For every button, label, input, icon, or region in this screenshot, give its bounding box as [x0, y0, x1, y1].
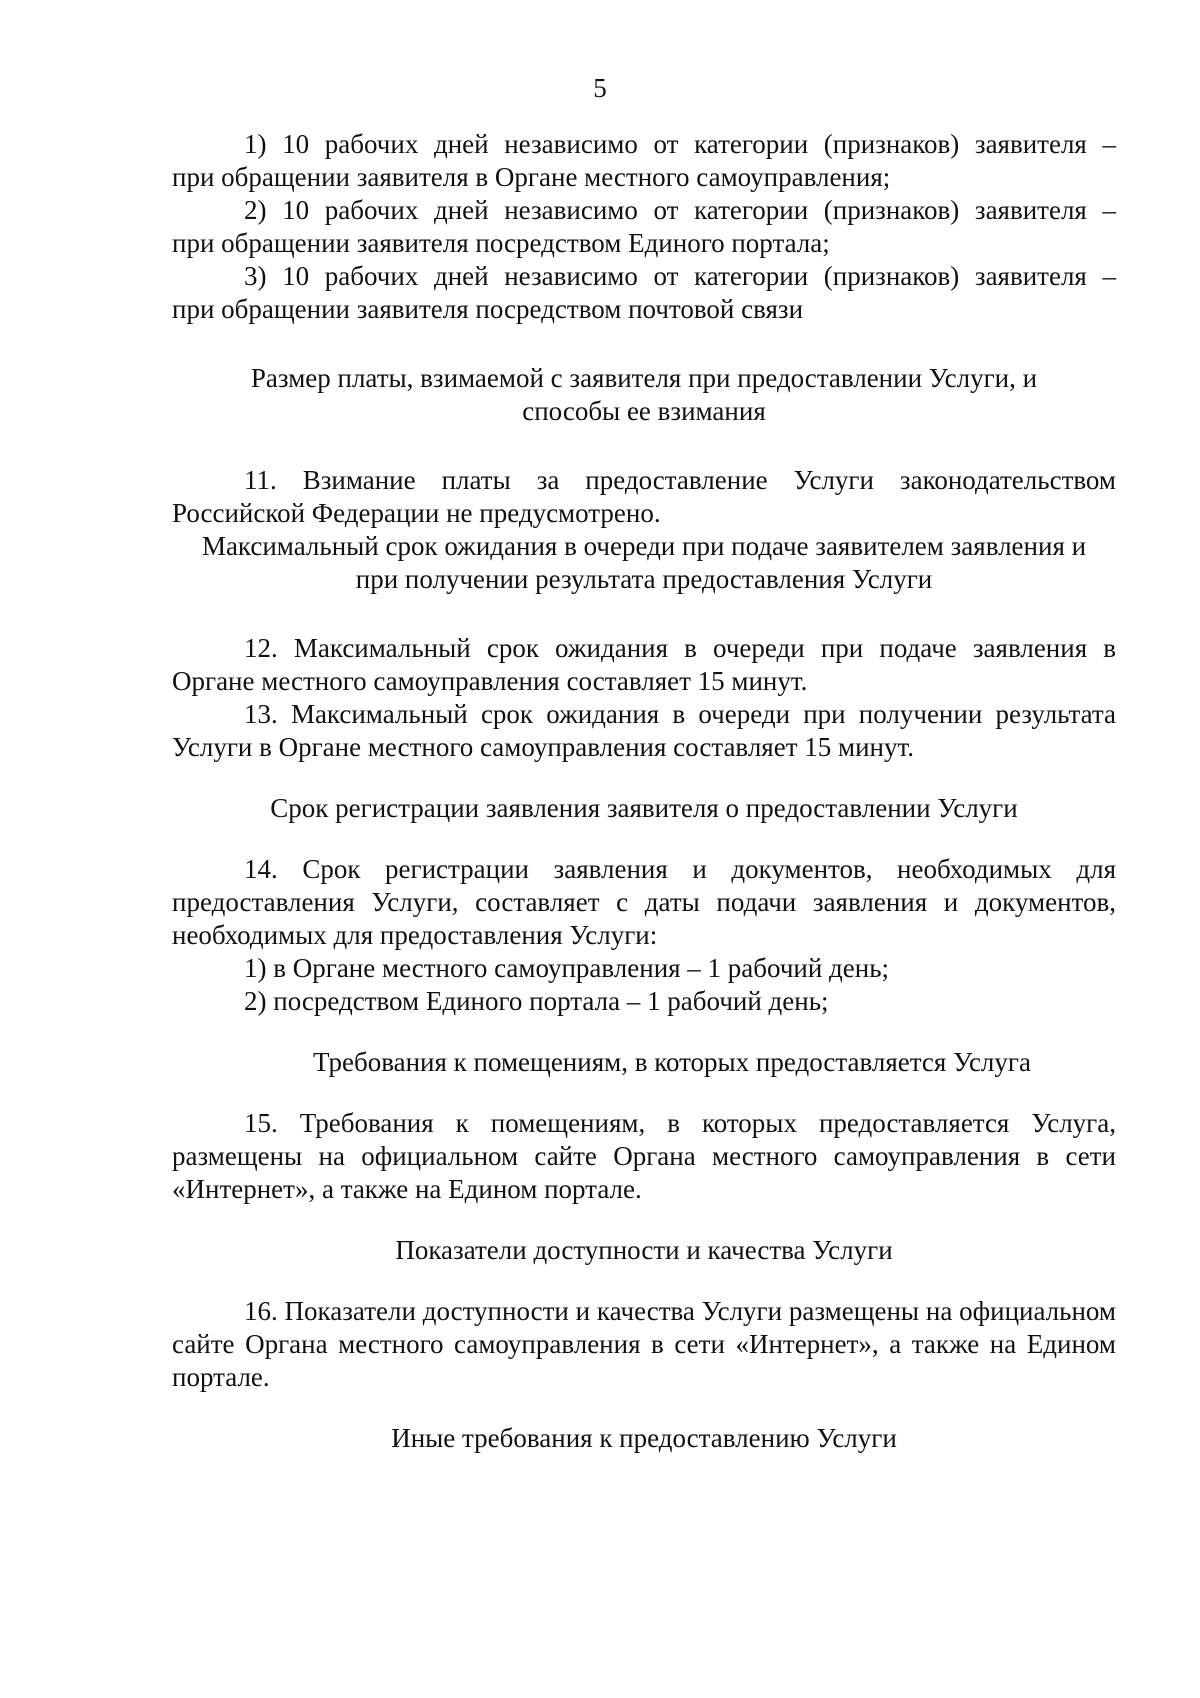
intro-item	[172, 194, 1116, 260]
section-heading-fee: Размер платы, взимаемой с заявителя при предоставлении Услуги, и	[250, 363, 1038, 393]
paragraph-14: 14. Срок регистрации заявления и документов, необходимых для предоставления Услуги, составляет с даты подачи заявления и документов, необходимых для предоставления Услуги:	[172, 854, 1116, 950]
paragraph-13: 13. Максимальный срок ожидания в очереди при получении результата Услуги в Органе местного самоуправления составляет 15 минут.	[172, 699, 1116, 762]
section-heading-queue: Максимальный срок ожидания в очереди при подаче заявителем заявления и	[201, 531, 1087, 561]
section-heading-quality: Показатели доступности и качества Услуги	[395, 1235, 893, 1265]
section-heading-fee-line2: способы ее взимания	[522, 396, 766, 426]
page-number: 5	[593, 73, 607, 103]
section-heading-registration: Срок регистрации заявления заявителя о предоставлении Услуги	[270, 793, 1018, 823]
section-heading-queue-line2: при получении результата предоставления Услуги	[355, 564, 933, 594]
intro-item-line: 1) 10 рабочих дней независимо от категории (признаков) заявителя –	[244, 129, 1116, 159]
section-heading-other: Иные требования к предоставлению Услуги	[391, 1423, 897, 1453]
intro-item-line: 2) 10 рабочих дней независимо от категории (признаков) заявителя –	[244, 195, 1116, 225]
paragraph-12: 12. Максимальный срок ожидания в очереди при подаче заявления в Органе местного самоуправления составляет 15 минут.	[172, 633, 1116, 696]
intro-item	[172, 128, 1116, 194]
intro-item-line: 3) 10 рабочих дней независимо от категории (признаков) заявителя –	[244, 261, 1116, 291]
intro-item-line: при обращении заявителя посредством Единого портала;	[172, 228, 830, 258]
paragraph-14-item: 2) посредством Единого портала – 1 рабочий день;	[244, 986, 829, 1016]
paragraph-16: 16. Показатели доступности и качества Услуги размещены на официальном сайте Органа местного самоуправления в сети «Интернет», а также на Едином портале.	[172, 1296, 1116, 1392]
paragraph-15: 15. Требования к помещениям, в которых предоставляется Услуга, размещены на официальном сайте Органа местного самоуправления в сети «Интернет», а также на Едином портале.	[172, 1108, 1116, 1204]
intro-item	[172, 260, 1116, 326]
paragraph-11: 11. Взимание платы за предоставление Услуги законодательством Российской Федерации не предусмотрено.	[172, 465, 1116, 528]
intro-item-line: при обращении заявителя в Органе местного самоуправления;	[172, 162, 891, 192]
document-body	[172, 128, 1116, 1455]
section-heading-premises: Требования к помещениям, в которых предоставляется Услуга	[313, 1047, 1031, 1077]
intro-item-line: при обращении заявителя посредством почтовой связи	[172, 294, 804, 324]
paragraph-14-item: 1) в Органе местного самоуправления – 1 рабочий день;	[244, 953, 890, 983]
